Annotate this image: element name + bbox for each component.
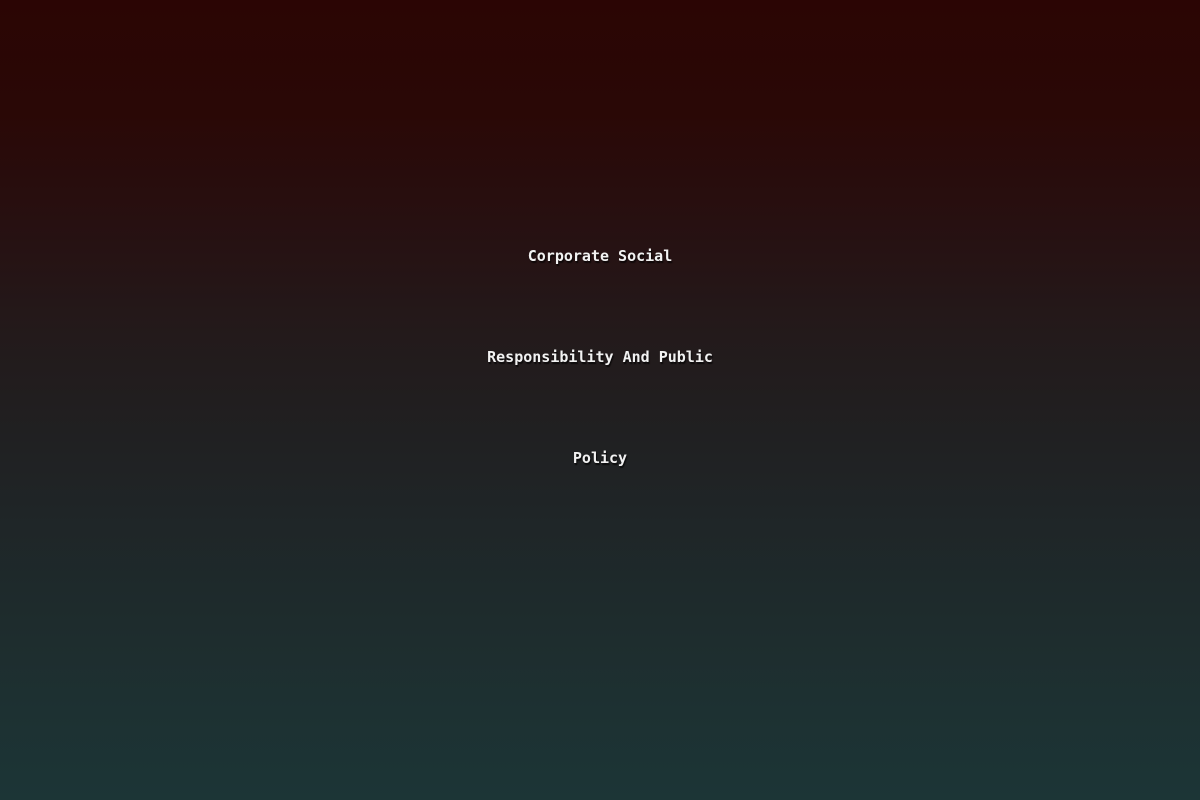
- slide-title-line-3: Policy: [572, 449, 628, 467]
- slide-title-line-1: Corporate Social: [527, 247, 673, 265]
- slide-title-line-2: Responsibility And Public: [487, 348, 713, 366]
